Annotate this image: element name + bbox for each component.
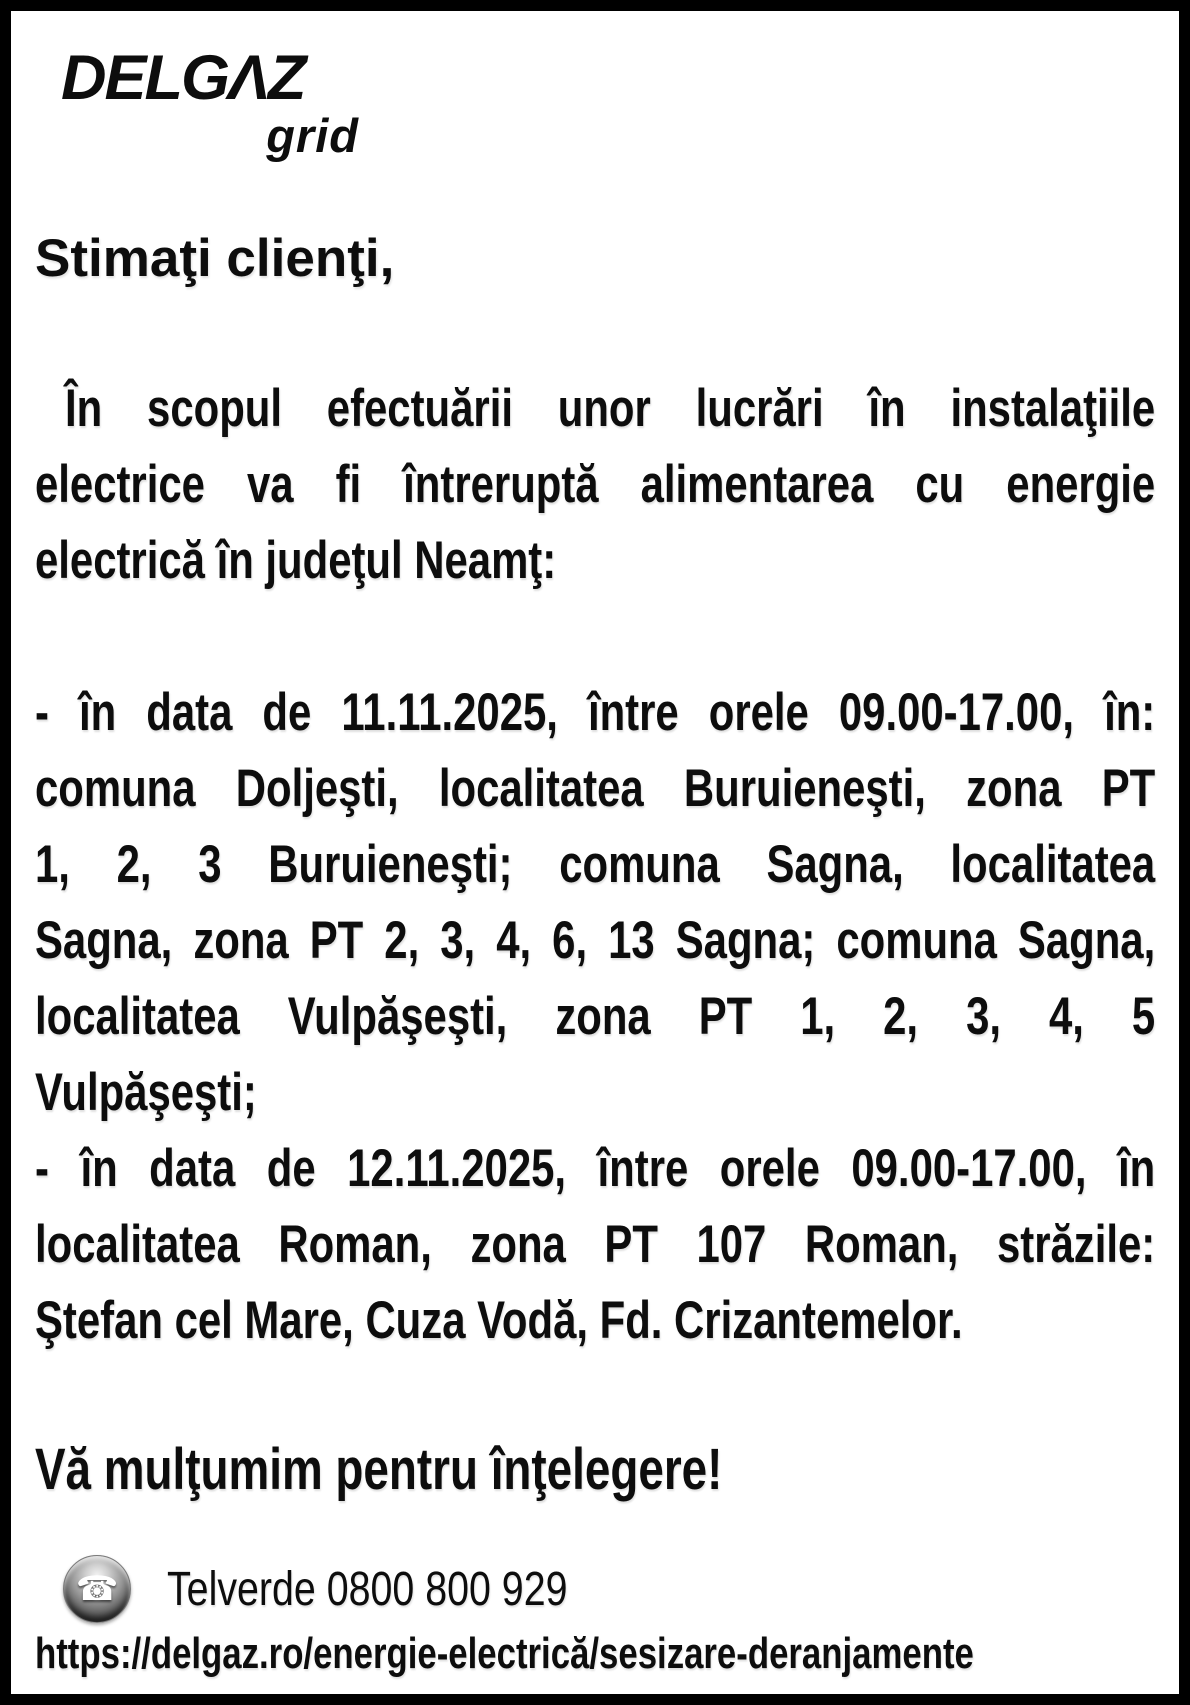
outage-2-paragraph <box>35 1131 1155 1359</box>
greeting-text: Stimaţi clienţi, <box>35 229 395 288</box>
text-line: comuna Doljeşti, localitatea Buruieneşti, zona PT <box>35 759 1156 818</box>
text-line: - în data de 12.11.2025, între orele 09.00-17.00, în <box>35 1139 1156 1198</box>
text-line: În scopul efectuării unor lucrări în instalaţiile <box>65 379 1156 438</box>
text-line: localitatea Roman, zona PT 107 Roman, străzile: <box>35 1215 1156 1274</box>
text-line: 1, 2, 3 Buruieneşti; comuna Sagna, localitatea <box>35 835 1156 894</box>
text-line: - în data de 11.11.2025, între orele 09.00-17.00, în: <box>35 683 1156 742</box>
telverde-text: Telverde 0800 800 929 <box>167 1562 568 1616</box>
text-line: Sagna, zona PT 2, 3, 4, 6, 13 Sagna; comuna Sagna, <box>35 911 1156 970</box>
thanks-text: Vă mulţumim pentru înţelegere! <box>35 1437 723 1502</box>
logo-brand-text: DELGΛZ <box>61 43 305 113</box>
intro-paragraph <box>35 371 1155 599</box>
delgaz-grid-logo <box>61 43 373 162</box>
text-line: localitatea Vulpăşeşti, zona PT 1, 2, 3, 4, 5 <box>35 987 1156 1046</box>
logo-grid-text: grid <box>266 109 359 162</box>
text-line: Ştefan cel Mare, Cuza Vodă, Fd. Crizantemelor. <box>35 1291 963 1350</box>
contact-row <box>63 1555 1155 1623</box>
text-line: Vulpăşeşti; <box>35 1063 257 1122</box>
outage-1-paragraph <box>35 675 1155 1131</box>
url-text: https://delgaz.ro/energie-electrică/sesizare-deranjamente <box>35 1629 974 1678</box>
telephone-glyph-icon: ☎ <box>75 1569 119 1609</box>
text-line: electrică în judeţul Neamţ: <box>35 531 557 590</box>
phone-icon <box>63 1555 131 1623</box>
text-line: electrice va fi întreruptă alimentarea cu energie <box>35 455 1156 514</box>
